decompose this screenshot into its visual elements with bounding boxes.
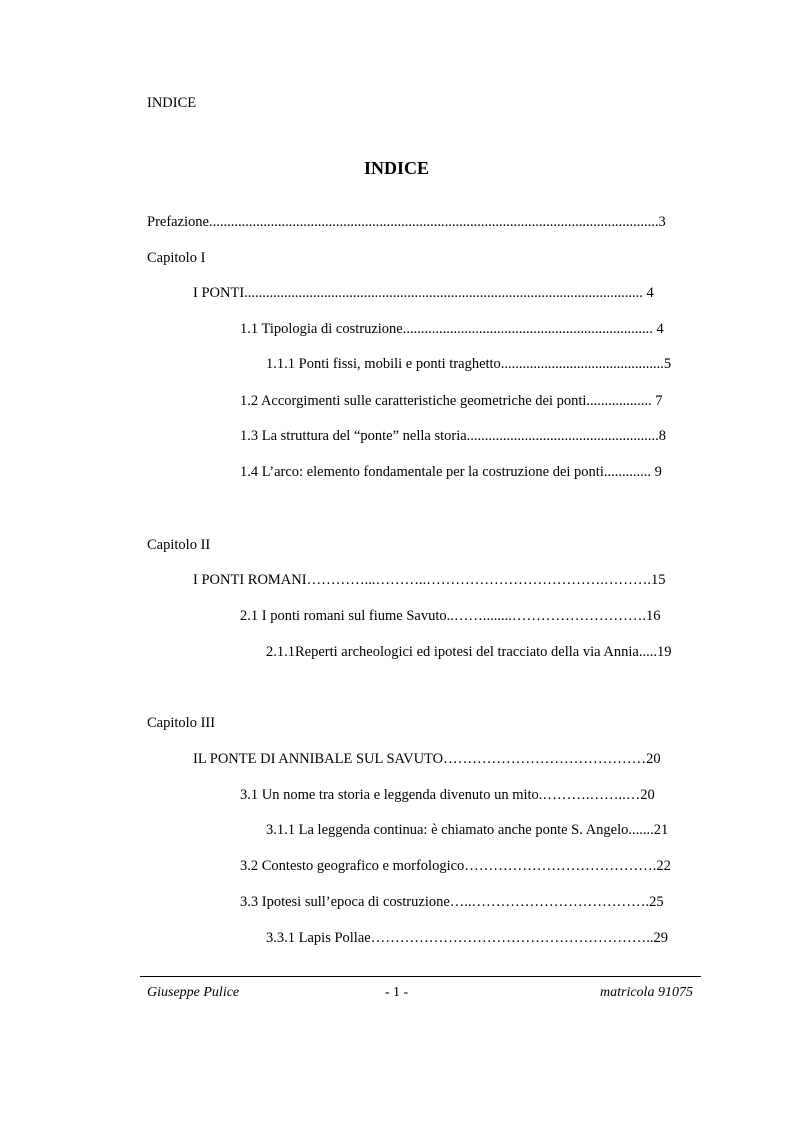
toc-entry-3-2[interactable]: 3.2 Contesto geografico e morfologico………………………………….22 bbox=[240, 858, 671, 874]
toc-chapter-heading-3: Capitolo III bbox=[147, 715, 216, 731]
toc-entry-2-1[interactable]: 2.1 I ponti romani sul fiume Savuto..……........……………………….16 bbox=[240, 608, 661, 624]
toc-entry-1-2[interactable]: 1.2 Accorgimenti sulle caratteristiche geometriche dei ponti.................. 7 bbox=[240, 393, 663, 409]
footer-matricola: matricola 91075 bbox=[600, 985, 693, 1000]
toc-entry-1-1-1[interactable]: 1.1.1 Ponti fissi, mobili e ponti traghetto.............................................5 bbox=[266, 356, 672, 372]
running-header: INDICE bbox=[147, 95, 197, 111]
toc-chapter-heading-2: Capitolo II bbox=[147, 537, 211, 553]
toc-entry-1-4[interactable]: 1.4 L’arco: elemento fondamentale per la costruzione dei ponti............. 9 bbox=[240, 464, 662, 480]
toc-entry-3-3[interactable]: 3.3 Ipotesi sull’epoca di costruzione…..……………………………….25 bbox=[240, 894, 664, 910]
toc-entry-3-1[interactable]: 3.1 Un nome tra storia e leggenda divenuto un mito.……….……..…20 bbox=[240, 787, 655, 803]
toc-chapter-heading-1: Capitolo I bbox=[147, 250, 206, 266]
toc-entry-i-ponti[interactable]: I PONTI.............................................................................................................. 4 bbox=[193, 285, 654, 301]
page-title: INDICE bbox=[363, 158, 429, 178]
toc-entry-3-3-1[interactable]: 3.3.1 Lapis Pollae…………………………………………………..29 bbox=[266, 930, 668, 946]
toc-entry-i-ponti-romani[interactable]: I PONTI ROMANI…………...………..……………………………….……….15 bbox=[193, 572, 666, 588]
toc-entry-3-1-1[interactable]: 3.1.1 La leggenda continua: è chiamato anche ponte S. Angelo.......21 bbox=[266, 822, 669, 838]
toc-entry-ponte-annibale[interactable]: IL PONTE DI ANNIBALE SUL SAVUTO……………………………………20 bbox=[193, 751, 661, 767]
toc-entry-prefazione[interactable]: Prefazione............................................................................................................................3 bbox=[147, 214, 666, 230]
toc-entry-2-1-1[interactable]: 2.1.1Reperti archeologici ed ipotesi del tracciato della via Annia.....19 bbox=[266, 644, 672, 660]
footer-divider bbox=[140, 976, 701, 977]
page-number: - 1 - bbox=[384, 985, 409, 1000]
toc-entry-1-1[interactable]: 1.1 Tipologia di costruzione..................................................................... 4 bbox=[240, 321, 664, 337]
toc-entry-1-3[interactable]: 1.3 La struttura del “ponte” nella storia.....................................................8 bbox=[240, 428, 667, 444]
footer-author: Giuseppe Pulice bbox=[147, 985, 240, 1000]
